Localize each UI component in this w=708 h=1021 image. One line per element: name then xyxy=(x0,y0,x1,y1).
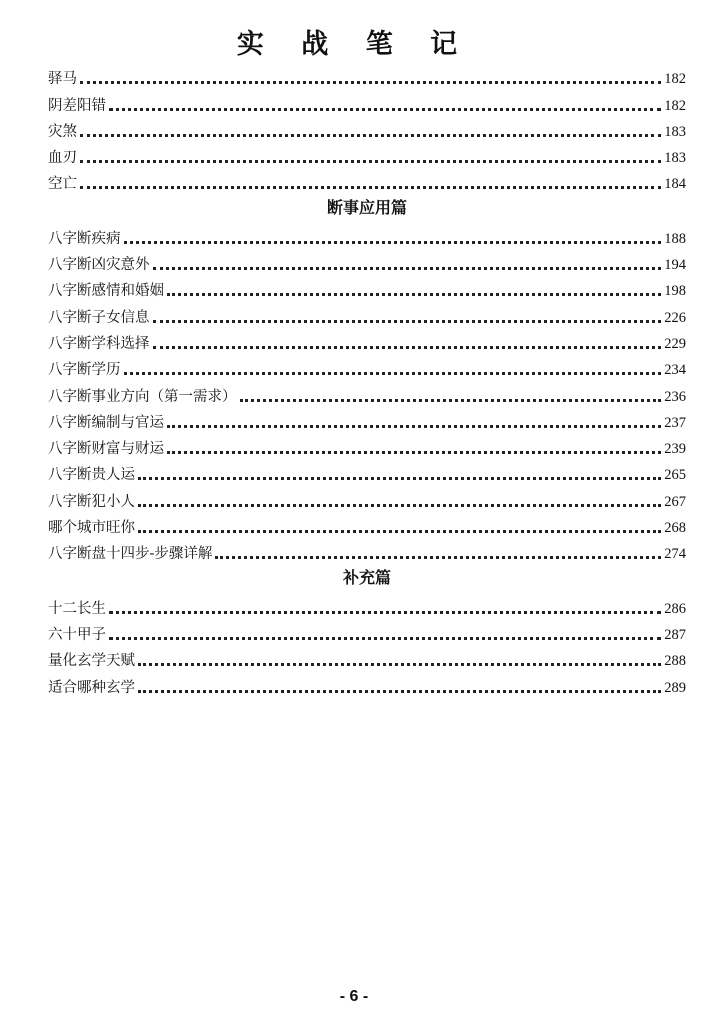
page-number: - 6 - xyxy=(339,988,369,1005)
toc-entry-label: 十二长生 xyxy=(48,600,106,617)
toc-entry-label: 八字断凶灾意外 xyxy=(48,257,150,274)
toc-leader-dots xyxy=(124,372,662,375)
toc-leader-dots xyxy=(240,399,662,402)
toc-entry-page: 287 xyxy=(664,626,686,643)
toc-entry[interactable] xyxy=(48,88,686,114)
toc-entry[interactable] xyxy=(48,221,686,247)
toc-entry[interactable] xyxy=(48,248,686,274)
toc-entry-page: 268 xyxy=(664,520,686,537)
toc-entry-label: 八字断盘十四步-步骤详解 xyxy=(48,546,213,563)
toc-entry-label: 适合哪种玄学 xyxy=(48,679,135,696)
toc-entry[interactable] xyxy=(48,458,686,484)
toc-leader-dots xyxy=(138,663,661,666)
toc-leader-dots xyxy=(167,451,661,454)
toc-entry[interactable] xyxy=(48,484,686,510)
toc-leader-dots xyxy=(153,320,662,323)
toc-entry-page: 194 xyxy=(664,257,686,274)
toc-entry-label: 灾煞 xyxy=(48,123,77,140)
toc-entry-label: 哪个城市旺你 xyxy=(48,520,135,537)
toc-entry-label: 八字断疾病 xyxy=(48,230,121,247)
toc-leader-dots xyxy=(138,477,661,480)
toc-entry-page: 289 xyxy=(664,679,686,696)
toc-entry-page: 286 xyxy=(664,600,686,617)
toc-entry[interactable] xyxy=(48,537,686,563)
toc-entry-page: 234 xyxy=(664,362,686,379)
toc-leader-dots xyxy=(109,611,661,614)
toc-entry-label: 量化玄学天赋 xyxy=(48,653,135,670)
toc-entry[interactable] xyxy=(48,141,686,167)
toc-entry-label: 阴差阳错 xyxy=(48,97,106,114)
toc-entry-page: 183 xyxy=(664,150,686,167)
toc-leader-dots xyxy=(109,108,661,111)
toc-entry-label: 八字断学历 xyxy=(48,362,121,379)
toc-entry[interactable] xyxy=(48,353,686,379)
toc-leader-dots xyxy=(109,637,661,640)
toc-entry[interactable] xyxy=(48,274,686,300)
toc-entry[interactable] xyxy=(48,591,686,617)
toc-leader-dots xyxy=(138,504,661,507)
toc-leader-dots xyxy=(215,556,661,559)
toc-leader-dots xyxy=(80,186,661,189)
toc-entry[interactable] xyxy=(48,432,686,458)
toc-entry-page: 239 xyxy=(664,441,686,458)
section-heading-application: 断事应用篇 xyxy=(326,198,407,218)
toc-entry[interactable] xyxy=(48,618,686,644)
toc-leader-dots xyxy=(153,267,662,270)
toc-entry[interactable] xyxy=(48,379,686,405)
table-of-contents xyxy=(48,62,686,697)
toc-entry-label: 八字断编制与官运 xyxy=(48,414,164,431)
toc-entry[interactable] xyxy=(48,115,686,141)
toc-leader-dots xyxy=(153,346,662,349)
toc-entry-page: 198 xyxy=(664,283,686,300)
toc-entry[interactable] xyxy=(48,644,686,670)
toc-entry[interactable] xyxy=(48,327,686,353)
toc-entry-page: 183 xyxy=(664,123,686,140)
toc-entry-page: 274 xyxy=(664,546,686,563)
toc-entry-page: 267 xyxy=(664,493,686,510)
toc-entry-page: 236 xyxy=(664,388,686,405)
toc-entry-page: 265 xyxy=(664,467,686,484)
toc-entry-page: 182 xyxy=(664,71,686,88)
toc-leader-dots xyxy=(138,530,661,533)
page-title: 实 战 笔 记 xyxy=(236,29,472,60)
toc-entry-page: 226 xyxy=(664,309,686,326)
toc-entry-page: 184 xyxy=(664,176,686,193)
toc-entry-label: 六十甲子 xyxy=(48,626,106,643)
toc-entry-label: 八字断感情和婚姻 xyxy=(48,283,164,300)
toc-entry-label: 八字断事业方向（第一需求） xyxy=(48,388,237,405)
toc-entry-page: 288 xyxy=(664,653,686,670)
toc-leader-dots xyxy=(80,134,661,137)
toc-entry[interactable] xyxy=(48,670,686,696)
toc-entry-label: 八字断子女信息 xyxy=(48,309,150,326)
toc-entry-label: 血刃 xyxy=(48,150,77,167)
toc-entry[interactable] xyxy=(48,167,686,193)
toc-leader-dots xyxy=(167,425,661,428)
toc-leader-dots xyxy=(124,241,662,244)
toc-entry-page: 229 xyxy=(664,335,686,352)
toc-entry[interactable] xyxy=(48,300,686,326)
toc-entry-label: 八字断财富与财运 xyxy=(48,441,164,458)
toc-entry[interactable] xyxy=(48,511,686,537)
toc-entry-page: 182 xyxy=(664,97,686,114)
section-heading-supplement: 补充篇 xyxy=(342,568,391,588)
toc-leader-dots xyxy=(80,81,661,84)
toc-entry-label: 驿马 xyxy=(48,71,77,88)
toc-entry-label: 八字断贵人运 xyxy=(48,467,135,484)
toc-entry[interactable] xyxy=(48,406,686,432)
toc-entry-page: 188 xyxy=(664,230,686,247)
toc-leader-dots xyxy=(80,160,661,163)
toc-leader-dots xyxy=(138,690,661,693)
toc-entry[interactable] xyxy=(48,62,686,88)
toc-entry-page: 237 xyxy=(664,414,686,431)
toc-entry-label: 八字断学科选择 xyxy=(48,335,150,352)
toc-entry-label: 空亡 xyxy=(48,176,77,193)
toc-entry-label: 八字断犯小人 xyxy=(48,493,135,510)
toc-leader-dots xyxy=(167,293,661,296)
